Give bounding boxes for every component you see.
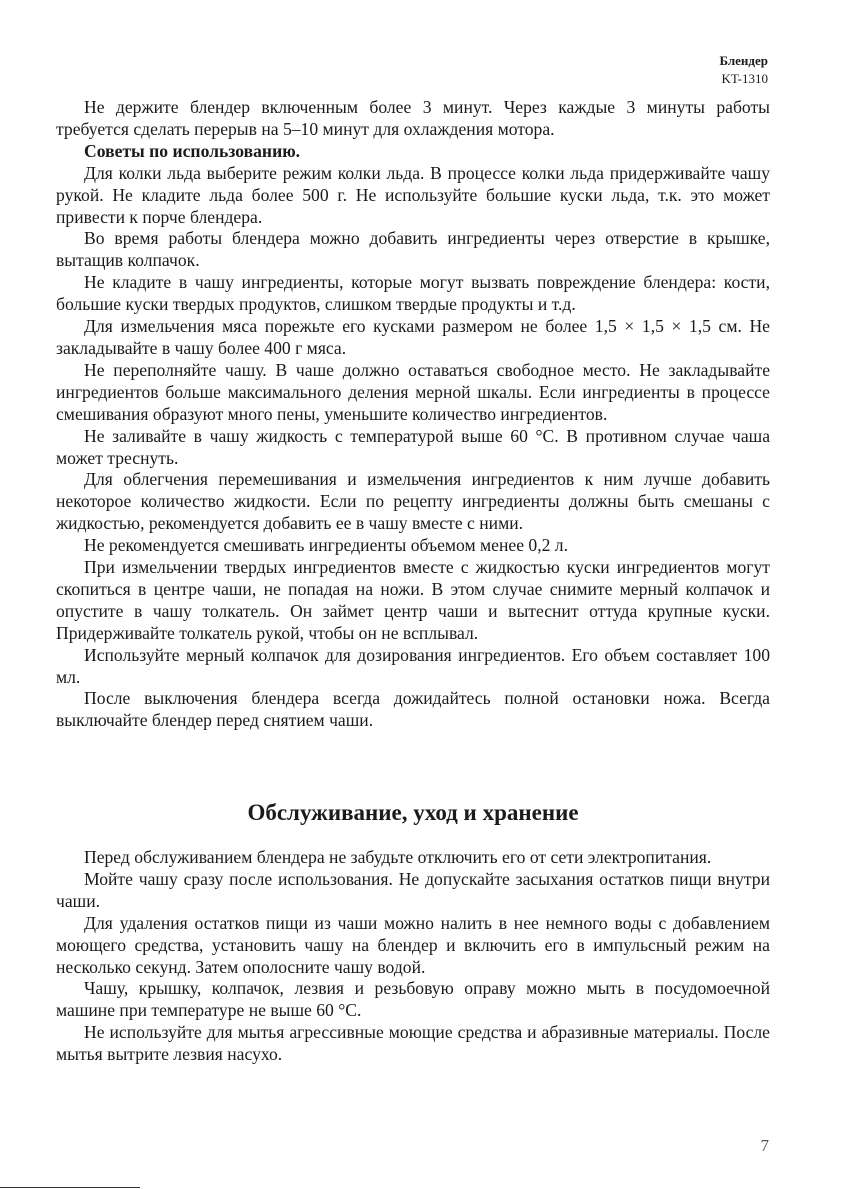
footnote-divider bbox=[0, 1187, 140, 1188]
usage-text-block bbox=[56, 97, 770, 732]
paragraph-meat-chopping: Для измельчения мяса порежьте его кусками размером не более 1,5 × 1,5 × 1,5 см. Не закладывайте в чашу более 400 г мяса. bbox=[56, 316, 770, 358]
paragraph-motor-runtime: Не держите блендер включенным более 3 минут. Через каждые 3 минуты работы требуется сделать перерыв на 5–10 минут для охлаждения мотора. bbox=[56, 97, 770, 139]
paragraph-use-pusher: При измельчении твердых ингредиентов вместе с жидкостью куски ингредиентов могут скопиться в центре чаши, не попадая на ножи. В этом случае снимите мерный колпачок и опустите в чашу толкатель. Он займет центр чаши и вытеснит оттуда крупные куски. Придерживайте толкатель рукой, чтобы он не всплывал. bbox=[56, 557, 770, 643]
paragraph-dishwasher: Чашу, крышку, колпачок, лезвия и резьбовую оправу можно мыть в посудомоечной машине при температуре не выше 60 °С. bbox=[56, 978, 770, 1021]
header-model-number: KT-1310 bbox=[721, 71, 768, 86]
usage-tips-heading: Советы по использованию. bbox=[84, 140, 301, 161]
page-header bbox=[719, 52, 768, 88]
paragraph-lid-opening: Во время работы блендера можно добавить ингредиенты через отверстие в крышке, вытащив колпачок. bbox=[56, 228, 770, 271]
paragraph-unplug: Перед обслуживанием блендера не забудьте отключить его от сети электропитания. bbox=[84, 847, 712, 867]
paragraph-forbidden-ingredients: Не кладите в чашу ингредиенты, которые могут вызвать повреждение блендера: кости, большие куски твердых продуктов, слишком твердые продукты и т.д. bbox=[56, 272, 770, 315]
maintenance-text-block bbox=[56, 847, 770, 1066]
paragraph-blade-stop: После выключения блендера всегда дожидайтесь полной остановки ножа. Всегда выключайте блендер перед снятием чаши. bbox=[56, 688, 770, 731]
paragraph-wash-immediately: Мойте чашу сразу после использования. Не допускайте засыхания остатков пищи внутри чаши. bbox=[56, 868, 770, 911]
paragraph-no-abrasives: Не используйте для мытья агрессивные моющие средства и абразивные материалы. После мытья вытрите лезвия насухо. bbox=[56, 1022, 770, 1065]
paragraph-pulse-cleaning: Для удаления остатков пищи из чаши можно налить в нее немного воды с добавлением моющего средства, установить чашу на блендер и включить его в импульсный режим на несколько секунд. Затем ополосните чашу водой. bbox=[56, 912, 770, 977]
paragraph-add-liquid: Для облегчения перемешивания и измельчения ингредиентов к ним лучше добавить некоторое количество жидкости. Если по рецепту ингредиенты должны быть смешаны с жидкостью, рекомендуется добавить ее в чашу вместе с ними. bbox=[56, 469, 770, 534]
section-title-maintenance: Обслуживание, уход и хранение bbox=[247, 800, 579, 825]
header-product-name: Блендер bbox=[719, 53, 768, 68]
paragraph-minimum-volume: Не рекомендуется смешивать ингредиенты объемом менее 0,2 л. bbox=[84, 535, 568, 556]
page-number: 7 bbox=[760, 1136, 769, 1155]
paragraph-measuring-cap: Используйте мерный колпачок для дозирования ингредиентов. Его объем составляет 100 мл. bbox=[56, 644, 770, 687]
paragraph-do-not-overfill: Не переполняйте чашу. В чаше должно оставаться свободное место. Не закладывайте ингредиентов больше максимального деления мерной шкалы. Если ингредиенты в процессе смешивания образуют много пены, уменьшите количество ингредиентов. bbox=[56, 359, 770, 424]
paragraph-ice-crushing: Для колки льда выберите режим колки льда. В процессе колки льда придерживайте чашу рукой. Не кладите льда более 500 г. Не используйте большие куски льда, т.к. это может привести к порче блендера. bbox=[56, 162, 770, 227]
paragraph-liquid-temperature: Не заливайте в чашу жидкость с температурой выше 60 °С. В противном случае чаша может треснуть. bbox=[56, 425, 770, 468]
